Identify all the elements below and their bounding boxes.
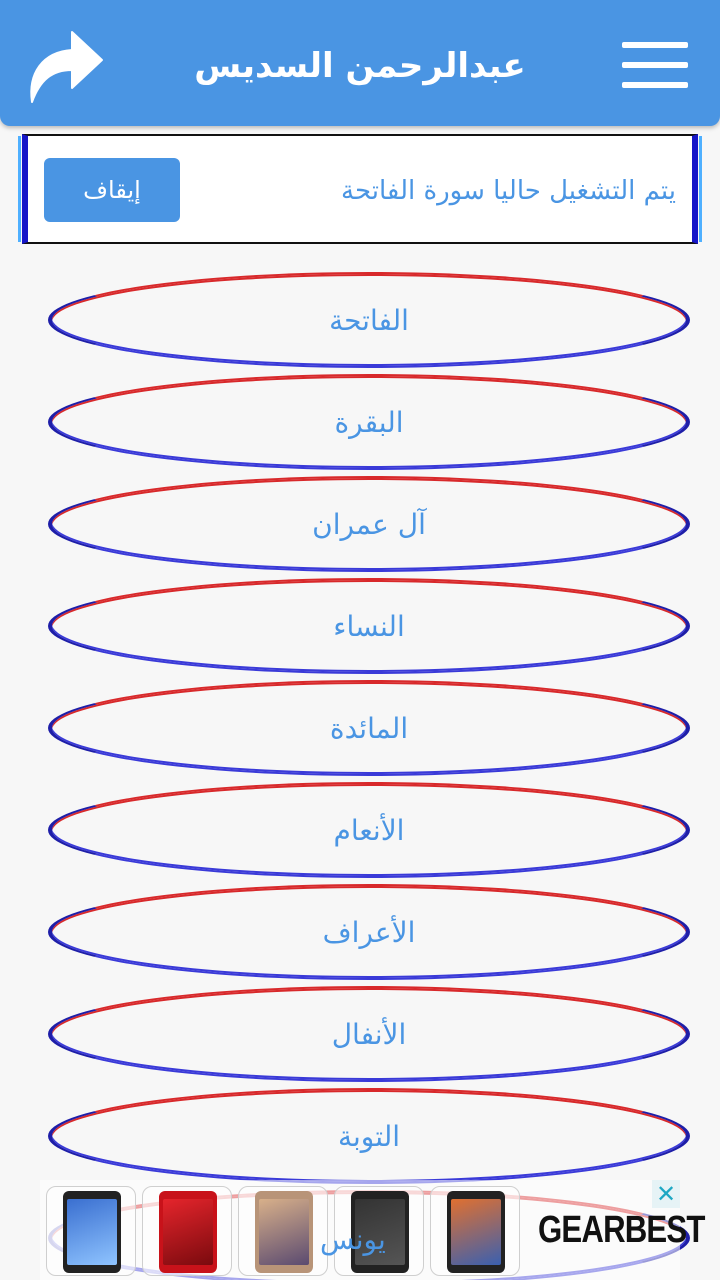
ad-phone-image	[238, 1186, 328, 1276]
menu-button[interactable]	[622, 40, 690, 90]
surah-item-al-baqara[interactable]	[48, 374, 690, 470]
surah-label: البقرة	[334, 405, 404, 439]
ad-brand-logo: GEARBEST	[538, 1209, 705, 1251]
surah-label: آل عمران	[312, 507, 426, 541]
share-arrow-icon	[22, 18, 106, 110]
surah-item-al-fatiha[interactable]	[48, 272, 690, 368]
page-title: عبدالرحمن السديس	[194, 46, 526, 86]
close-icon[interactable]: ✕	[652, 1180, 680, 1208]
surah-item-an-nisa[interactable]	[48, 578, 690, 674]
surah-label: الأعراف	[322, 915, 416, 949]
surah-item-al-anam[interactable]	[48, 782, 690, 878]
surah-item-al-imran[interactable]	[48, 476, 690, 572]
stop-button[interactable]: إيقاف	[44, 158, 180, 222]
surah-item-at-tawba[interactable]	[48, 1088, 690, 1184]
surah-list[interactable]	[0, 270, 720, 1280]
surah-label: الفاتحة	[329, 303, 409, 337]
surah-label-yunus: يونس	[320, 1223, 386, 1256]
surah-label: الأنفال	[331, 1017, 407, 1051]
now-playing-panel	[22, 134, 698, 244]
surah-item-al-maida[interactable]	[48, 680, 690, 776]
surah-label: الأنعام	[333, 813, 405, 847]
surah-item-al-araf[interactable]	[48, 884, 690, 980]
surah-label: المائدة	[329, 711, 409, 745]
app-bar	[0, 0, 720, 126]
ad-phone-image	[46, 1186, 136, 1276]
ad-phone-image	[142, 1186, 232, 1276]
now-playing-text: يتم التشغيل حاليا سورة الفاتحة	[341, 176, 676, 206]
ad-phone-image	[430, 1186, 520, 1276]
surah-label: التوبة	[337, 1119, 401, 1153]
surah-item-al-anfal[interactable]	[48, 986, 690, 1082]
surah-label: النساء	[333, 609, 405, 643]
share-button[interactable]	[22, 18, 106, 110]
